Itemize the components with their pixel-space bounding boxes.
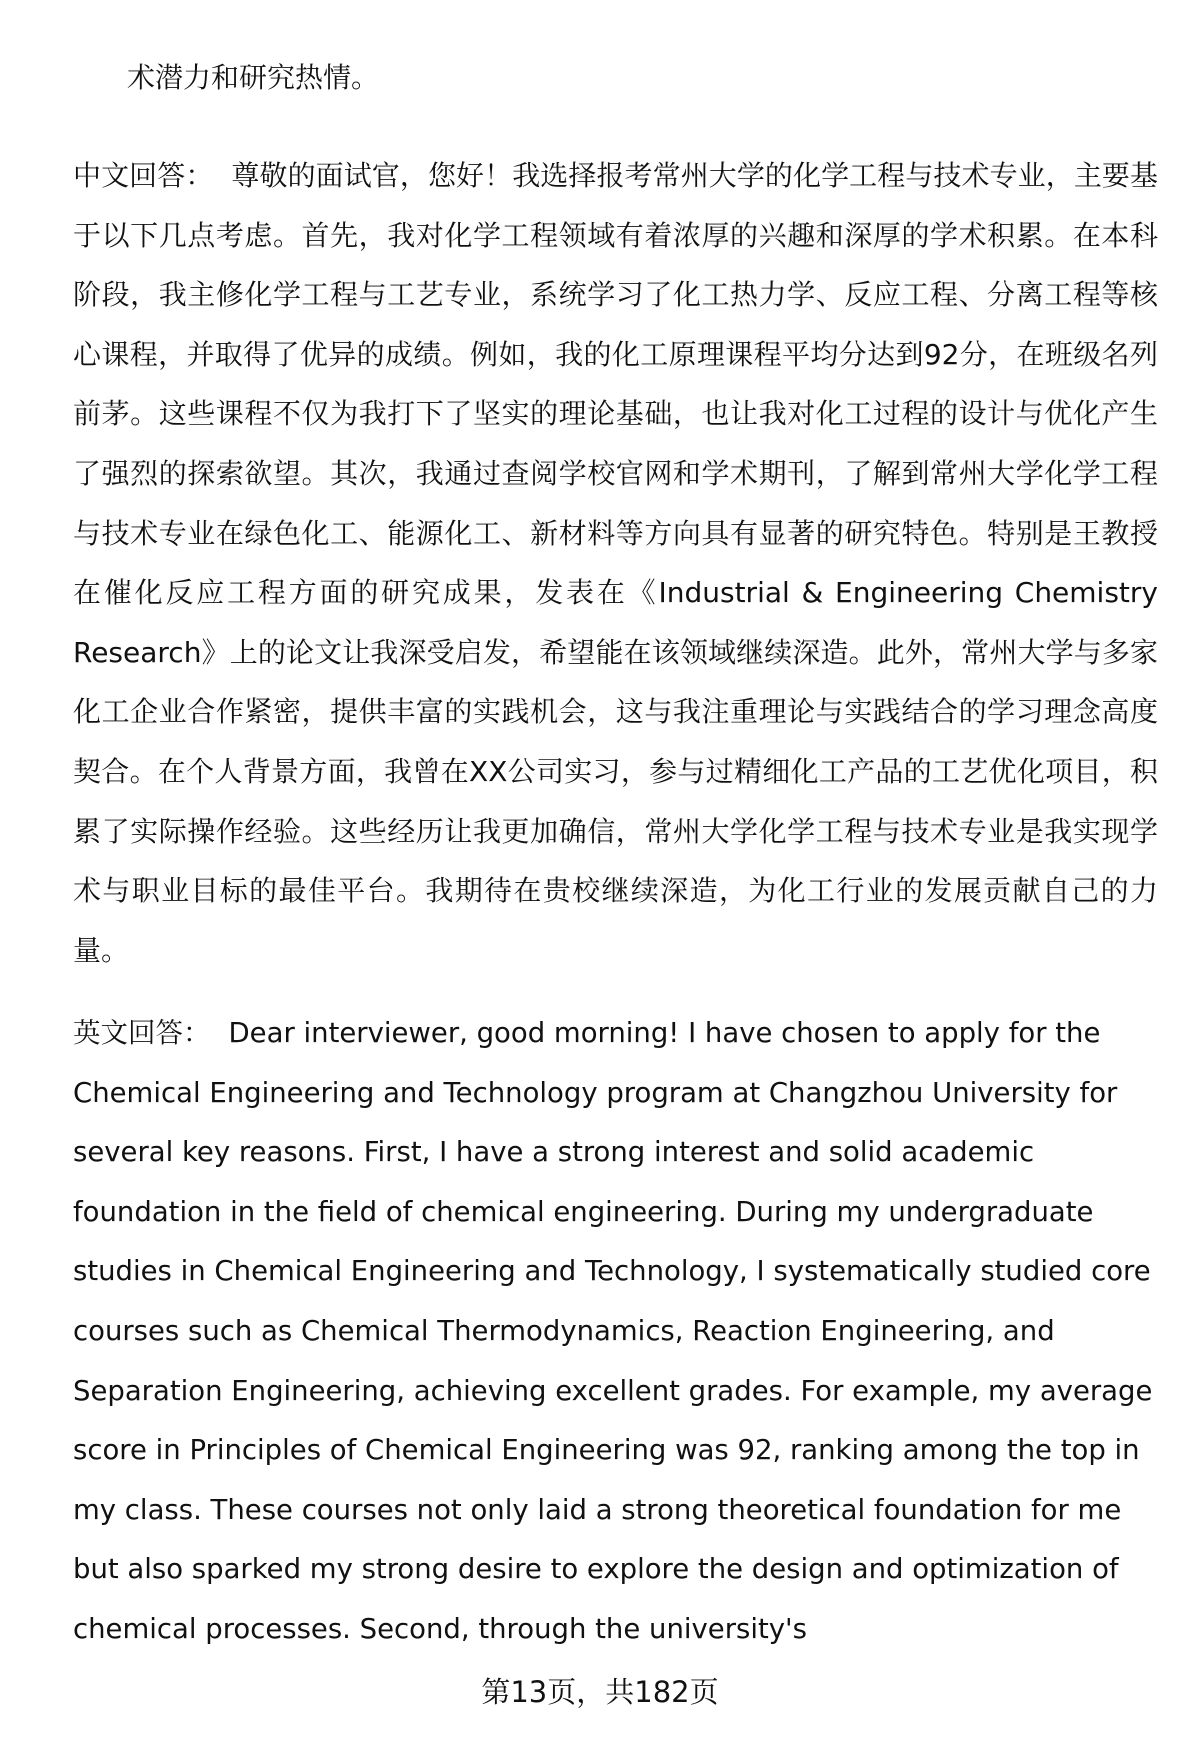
english-answer-label: 英文回答： [73,1017,211,1049]
chinese-answer-paragraph [73,146,1158,980]
page-footer: 第13页，共182页 [481,1675,719,1709]
english-answer-paragraph [73,1004,1158,1660]
chinese-answer-label: 中文回答： [73,159,214,192]
continuation-text: 术潜力和研究热情。 [127,61,380,94]
english-answer-text: Dear interviewer, good morning! I have chosen to apply for the Chemical Engineering and Technology program at Changzhou University for several key reasons. First, I have a strong interest and solid academic foundation in the field of chemical engineering. During my undergraduate studies in Chemical Engineering and Technology, I systematically studied core courses such as Chemical Thermodynamics, Reaction Engineering, and Separation Engineering, achieving excellent grades. For example, my average score in Principles of Chemical Engineering was 92, ranking among the top in my class. These courses not only laid a strong theoretical foundation for me but also sparked my strong desire to explore the design and optimization of chemical processes. Second, through the university's [73,1017,1153,1645]
chinese-answer-text: 尊敬的面试官，您好！我选择报考常州大学的化学工程与技术专业，主要基于以下几点考虑。首先，我对化学工程领域有着浓厚的兴趣和深厚的学术积累。在本科阶段，我主修化学工程与工艺专业，系统学习了化工热力学、反应工程、分离工程等核心课程，并取得了优异的成绩。例如，我的化工原理课程平均分达到92分，在班级名列前茅。这些课程不仅为我打下了坚实的理论基础，也让我对化工过程的设计与优化产生了强烈的探索欲望。其次，我通过查阅学校官网和学术期刊，了解到常州大学化学工程与技术专业在绿色化工、能源化工、新材料等方向具有显著的研究特色。特别是王教授在催化反应工程方面的研究成果，发表在《Industrial & Engineering Chemistry Research》上的论文让我深受启发，希望能在该领域继续深造。此外，常州大学与多家化工企业合作紧密，提供丰富的实践机会，这与我注重理论与实践结合的学习理念高度契合。在个人背景方面，我曾在XX公司实习，参与过精细化工产品的工艺优化项目，积累了实际操作经验。这些经历让我更加确信，常州大学化学工程与技术专业是我实现学术与职业目标的最佳平台。我期待在贵校继续深造，为化工行业的发展贡献自己的力量。 [73,159,1158,967]
